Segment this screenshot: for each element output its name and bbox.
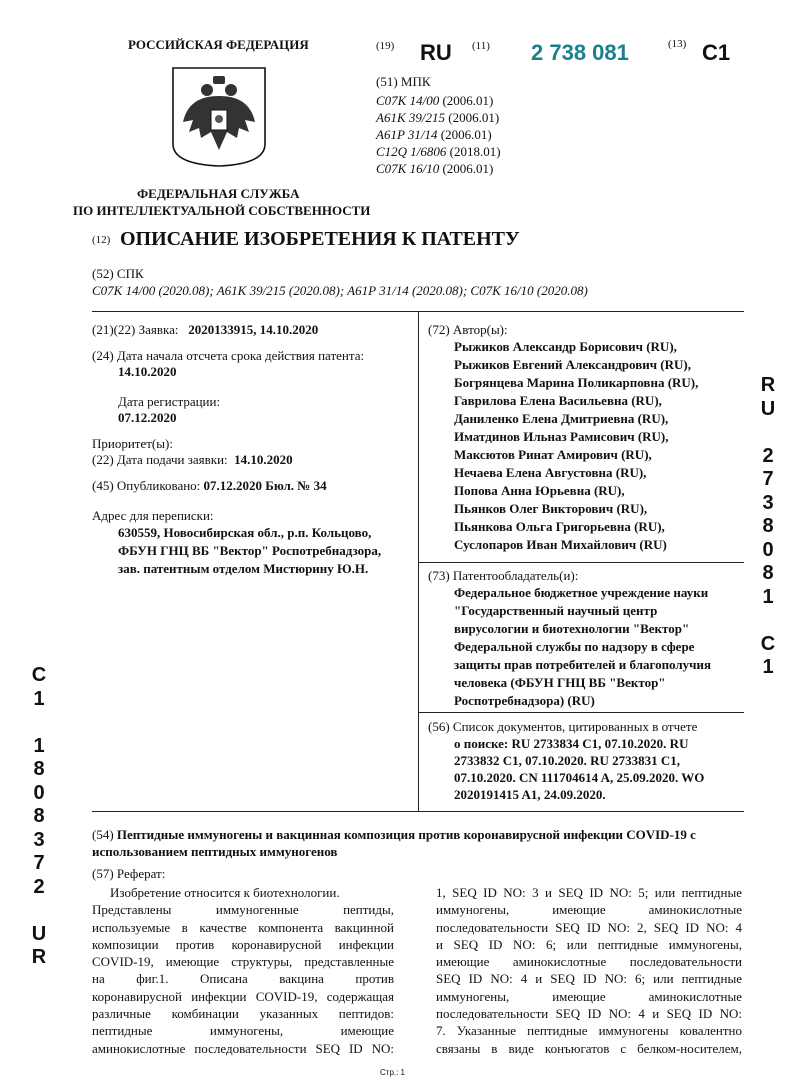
author-item: Нечаева Елена Августовна (RU), xyxy=(454,465,647,480)
address-block xyxy=(92,524,412,578)
mpk-item: A61K 39/215 (2006.01) xyxy=(376,110,500,125)
abstract-left xyxy=(92,884,394,1057)
holder-block xyxy=(428,584,744,710)
abstract-line: иммуногены, имеющие аминокислотные xyxy=(436,988,742,1004)
abstract-line: COVID-19, имеющие структуры, представленные xyxy=(92,954,394,970)
author-item: Богрянцева Марина Поликарповна (RU), xyxy=(454,375,699,390)
authors-section xyxy=(428,322,744,554)
start-label: (24) Дата начала отсчета срока действия патента: xyxy=(92,348,365,363)
abstract-line: пептидные иммуногены, имеющие xyxy=(92,1023,394,1039)
author-item: Максютов Ринат Амирович (RU), xyxy=(454,447,652,462)
abstract-line: последовательности SEQ ID NO: 4 и SEQ ID NO: xyxy=(436,1006,742,1022)
country-code: RU xyxy=(420,40,452,65)
address-line: зав. патентным отделом Мистюрину Ю.Н. xyxy=(118,561,369,576)
side-code-right: R U 2 7 3 8 0 8 1 C 1 xyxy=(760,374,776,678)
ref-line: о поиске: RU 2733834 C1, 07.10.2020. RU xyxy=(454,736,689,751)
left-column xyxy=(92,322,412,578)
abstract-line: связаны в виде конъюгатов с белком-носителем, xyxy=(436,1040,742,1056)
abstract-line: и SEQ ID NO: 6; или пептидные иммуногены, xyxy=(436,936,742,952)
author-item: Гаврилова Елена Васильевна (RU), xyxy=(454,393,662,408)
holder-line: Роспотребнадзора) (RU) xyxy=(454,693,595,708)
invention-title xyxy=(92,826,744,860)
divider-holder xyxy=(419,562,744,563)
coat-of-arms-icon xyxy=(169,66,269,168)
refs-section xyxy=(428,719,744,803)
filing-row: (22) Дата подачи заявки: 14.10.2020 xyxy=(92,452,293,467)
reg-label: Дата регистрации: xyxy=(118,394,221,409)
document-title: ОПИСАНИЕ ИЗОБРЕТЕНИЯ К ПАТЕНТУ xyxy=(120,228,520,250)
country-name: РОССИЙСКАЯ ФЕДЕРАЦИЯ xyxy=(128,37,309,52)
page-number: Стр.: 1 xyxy=(380,1068,406,1077)
mpk-list xyxy=(376,92,501,177)
abstract-line: 7. Указанные пептидные иммуногены ковалентно xyxy=(436,1023,742,1039)
invention-line-1: Пептидные иммуногены и вакцинная композиция против коронавирусной инфекции COVID-19 с xyxy=(116,827,696,842)
code-19: (19) xyxy=(376,40,395,52)
mpk-item: C12Q 1/6806 (2018.01) xyxy=(376,144,501,159)
holder-line: Федеральной службы по надзору в сфере xyxy=(454,639,695,654)
abstract-line: SEQ ID NO: 4 и SEQ ID NO: 6; или пептидные xyxy=(436,971,742,987)
refs-label: (56) Список документов, цитированных в отчете xyxy=(428,719,698,734)
holder-line: защиты прав потребителей и благополучия xyxy=(454,657,712,672)
invention-code: (54) xyxy=(92,827,114,842)
address-line: 630559, Новосибирская обл., р.п. Кольцово, xyxy=(118,525,372,540)
reg-value: 07.12.2020 xyxy=(118,410,177,425)
author-item: Попова Анна Юрьевна (RU), xyxy=(454,483,625,498)
abstract-line: Изобретение относится к биотехнологии. xyxy=(110,885,340,900)
abstract-line: Представлены иммуногенные пептиды, xyxy=(92,902,394,918)
abstract-line: различные комбинации указанных пептидов: xyxy=(92,1006,394,1022)
author-item: Даниленко Елена Дмитриевна (RU), xyxy=(454,411,669,426)
authors-list xyxy=(428,338,744,554)
abstract-line: аминокислотные последовательности SEQ ID NO: xyxy=(92,1040,394,1056)
ref-line: 2733832 C1, 07.10.2020. RU 2733831 C1, xyxy=(454,753,681,768)
holder-line: человека (ФБУН ГНЦ ВБ "Вектор" xyxy=(454,675,666,690)
author-item: Рыжиков Александр Борисович (RU), xyxy=(454,339,677,354)
abstract-line: последовательности SEQ ID NO: 2, SEQ ID NO: 4 xyxy=(436,919,742,935)
address-label: Адрес для переписки: xyxy=(92,508,214,523)
author-item: Пьянкова Ольга Григорьевна (RU), xyxy=(454,519,665,534)
abstract-line: имеющие аминокислотные последовательности xyxy=(436,954,742,970)
abstract-line: коронавирусной инфекции COVID-19, содержащая xyxy=(92,988,394,1004)
holder-section xyxy=(428,568,744,710)
code-11: (11) xyxy=(472,40,490,52)
divider-vertical xyxy=(418,311,419,811)
title-code: (12) xyxy=(92,234,111,246)
address-line: ФБУН ГНЦ ВБ "Вектор" Роспотребнадзора, xyxy=(118,543,382,558)
agency-line-1: ФЕДЕРАЛЬНАЯ СЛУЖБА xyxy=(137,186,300,201)
author-item: Пьянков Олег Викторович (RU), xyxy=(454,501,648,516)
holder-line: Федеральное бюджетное учреждение науки xyxy=(454,585,709,600)
author-item: Иматдинов Ильназ Рамисович (RU), xyxy=(454,429,669,444)
ref-line: 2020191415 A1, 24.09.2020. xyxy=(454,787,606,802)
spk-codes: C07K 14/00 (2020.08); A61K 39/215 (2020.08); A61P 31/14 (2020.08); C07K 16/10 (2020.08) xyxy=(92,283,588,298)
divider-bottom xyxy=(92,811,744,812)
spk-label: (52) СПК xyxy=(92,266,144,281)
abstract-right xyxy=(436,884,742,1057)
holder-line: "Государственный научный центр xyxy=(454,603,658,618)
abstract-line: используемые в качестве компонента вакцинной xyxy=(92,919,394,935)
abstract-line: композиции против коронавирусной инфекции xyxy=(92,936,394,952)
abstract-line: 1, SEQ ID NO: 3 и SEQ ID NO: 5; или пептидные xyxy=(436,885,742,900)
divider-refs xyxy=(419,712,744,713)
patent-number: 2 738 081 xyxy=(531,40,629,65)
invention-line-2: использованием пептидных иммуногенов xyxy=(92,844,338,859)
author-item: Рыжиков Евгений Александрович (RU), xyxy=(454,357,691,372)
abstract-label: (57) Реферат: xyxy=(92,866,166,881)
mpk-label: (51) МПК xyxy=(376,74,431,89)
side-code-left: C 1 1 8 0 8 3 7 2 U R xyxy=(31,664,47,968)
published-row: (45) Опубликовано: 07.12.2020 Бюл. № 34 xyxy=(92,478,327,493)
mpk-item: C07K 16/10 (2006.01) xyxy=(376,161,494,176)
authors-label: (72) Автор(ы): xyxy=(428,322,508,337)
ref-line: 07.10.2020. CN 111704614 A, 25.09.2020. WO xyxy=(454,770,705,785)
start-value: 14.10.2020 xyxy=(118,364,177,379)
holder-label: (73) Патентообладатель(и): xyxy=(428,568,579,583)
author-item: Суслопаров Иван Михайлович (RU) xyxy=(454,537,667,552)
holder-line: вирусологии и биотехнологии "Вектор" xyxy=(454,621,690,636)
kind-code: C1 xyxy=(702,40,731,65)
mpk-item: A61P 31/14 (2006.01) xyxy=(376,127,492,142)
priority-label: Приоритет(ы): xyxy=(92,436,173,451)
application-row: (21)(22) Заявка: 2020133915, 14.10.2020 xyxy=(92,322,319,337)
refs-block xyxy=(428,735,744,803)
agency-line-2: ПО ИНТЕЛЛЕКТУАЛЬНОЙ СОБСТВЕННОСТИ xyxy=(73,203,371,218)
abstract-line: на фиг.1. Описана вакцина против xyxy=(92,971,394,987)
code-13: (13) xyxy=(668,38,687,50)
mpk-item: C07K 14/00 (2006.01) xyxy=(376,93,494,108)
abstract-line: иммуногены, имеющие аминокислотные xyxy=(436,902,742,918)
